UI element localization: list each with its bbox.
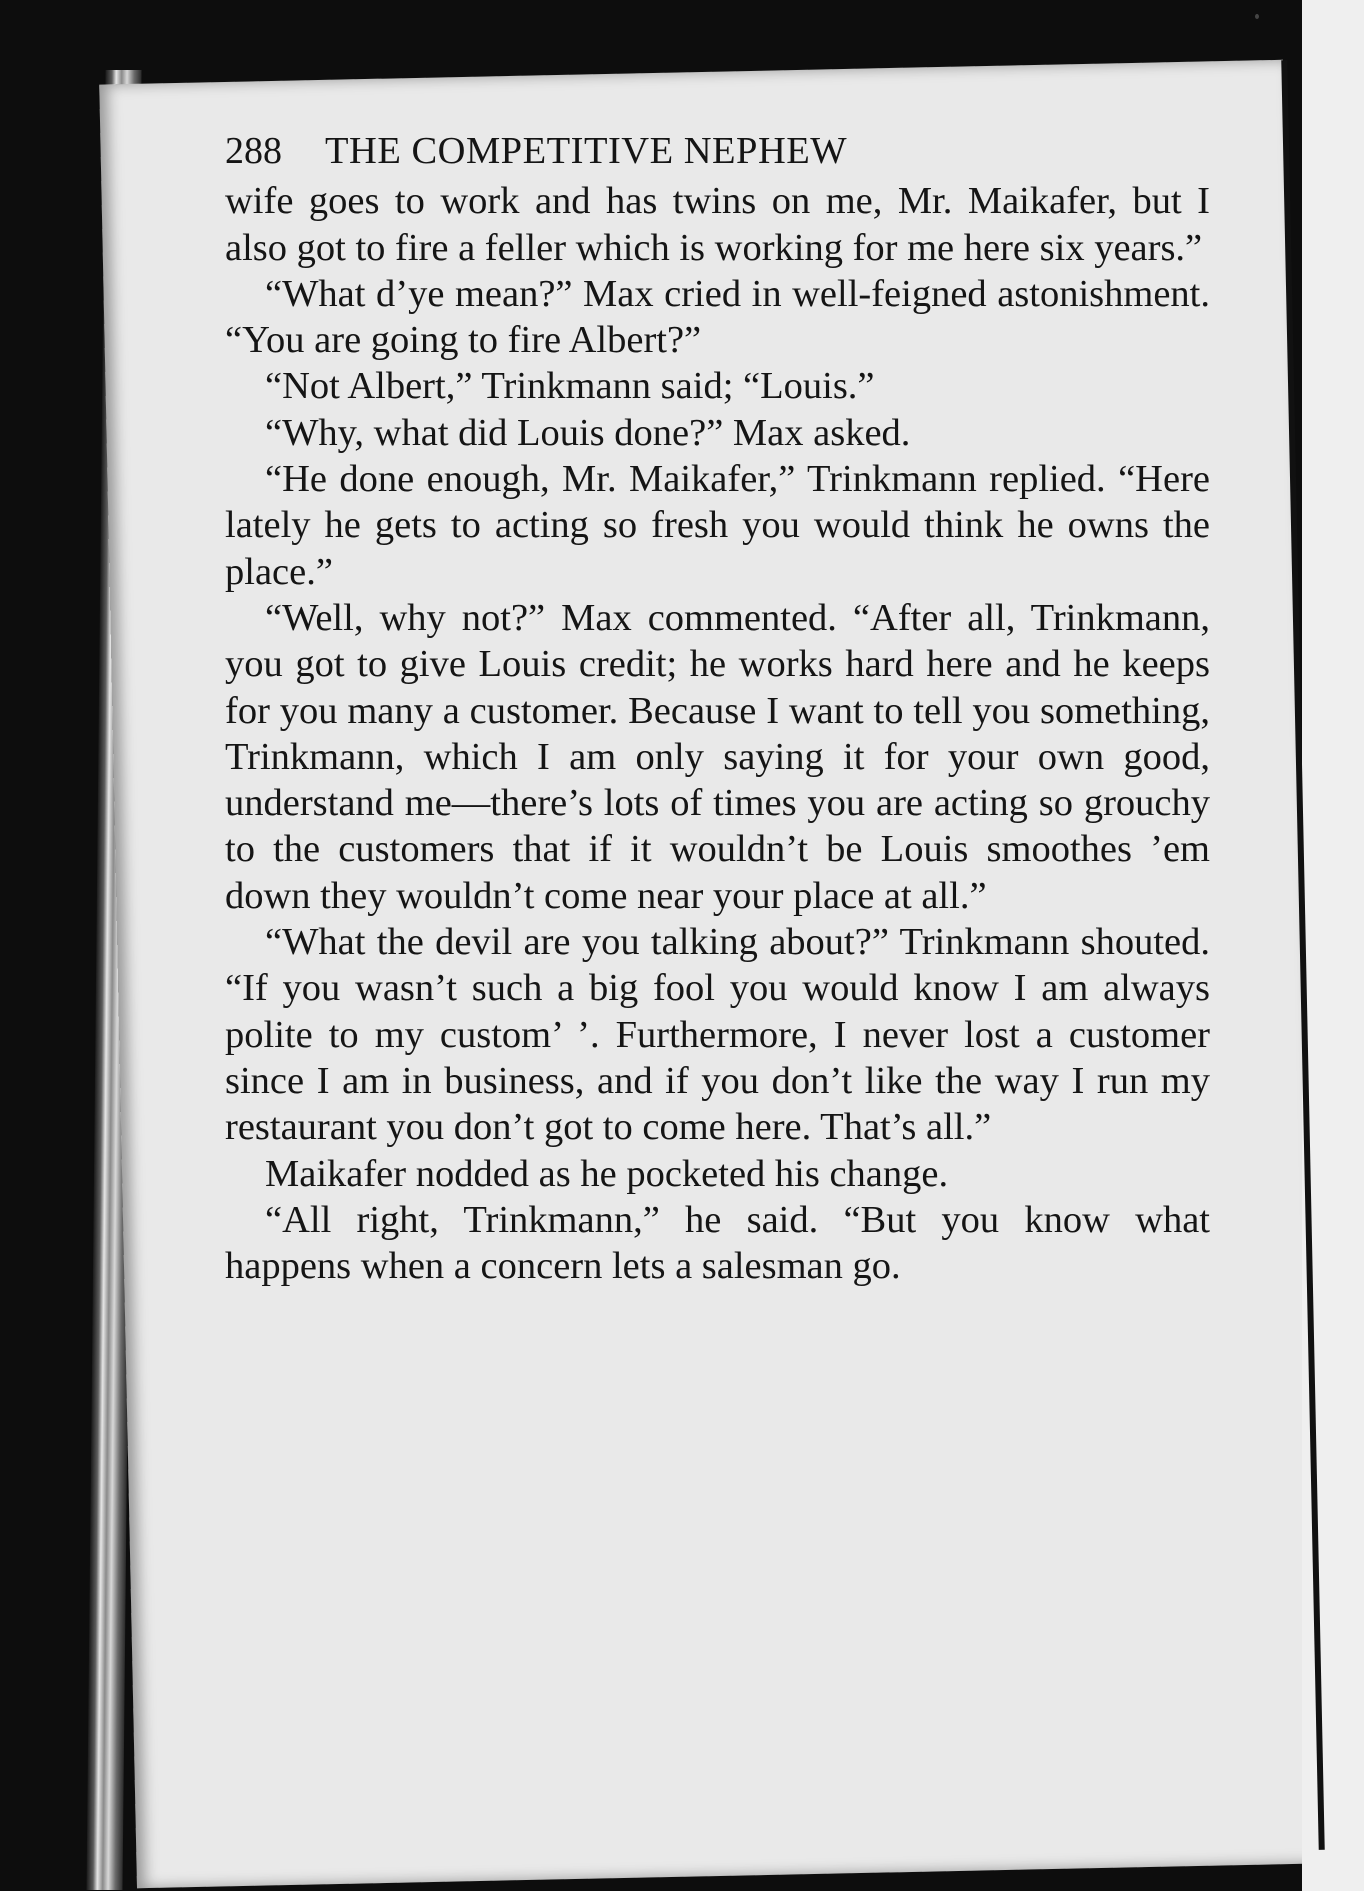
paragraph: wife goes to work and has twins on me, Mr. Maikafer, but I also got to fire a feller which is working for me here six years.”	[225, 180, 1210, 269]
paragraph: “Why, what did Louis done?” Max asked.	[265, 411, 911, 454]
speck	[1255, 14, 1259, 19]
page-number: 288	[225, 130, 282, 172]
paragraph: “Well, why not?” Max commented. “After all, Trinkmann, you got to give Louis credit; he works hard here and he keeps for you many a customer. Because I want to tell you something, Trinkmann, which I am only saying it for your own good, understand me—there’s lots of times you are acting so grouchy to the customers that if it wouldn’t be Louis smoothes ’em down they wouldn’t come near your place at all.”	[225, 596, 1210, 917]
running-title: THE COMPETITIVE NEPHEW	[325, 130, 848, 172]
paragraph: “What d’ye mean?” Max cried in well-feigned astonishment. “You are going to fire Albert?”	[225, 272, 1210, 362]
facing-page-edge	[1302, 0, 1364, 1891]
paragraph: “Not Albert,” Trinkmann said; “Louis.”	[265, 365, 875, 408]
page-text-block	[225, 128, 1210, 1289]
paragraph: “What the devil are you talking about?” Trinkmann shouted. “If you wasn’t such a big fool you would know I am always polite to my custom’ ’. Furthermore, I never lost a customer since I am in business, and if you don’t like the way I run my restaurant you don’t got to come here. That’s all.”	[225, 921, 1210, 1149]
paragraph: “He done enough, Mr. Maikafer,” Trinkmann replied. “Here lately he gets to acting so fresh you would think he owns the place.”	[225, 458, 1210, 593]
running-head	[225, 128, 1210, 174]
paragraph: “All right, Trinkmann,” he said. “But you know what happens when a concern lets a salesman go.	[225, 1198, 1210, 1288]
paragraph: Maikafer nodded as he pocketed his change.	[265, 1152, 949, 1195]
